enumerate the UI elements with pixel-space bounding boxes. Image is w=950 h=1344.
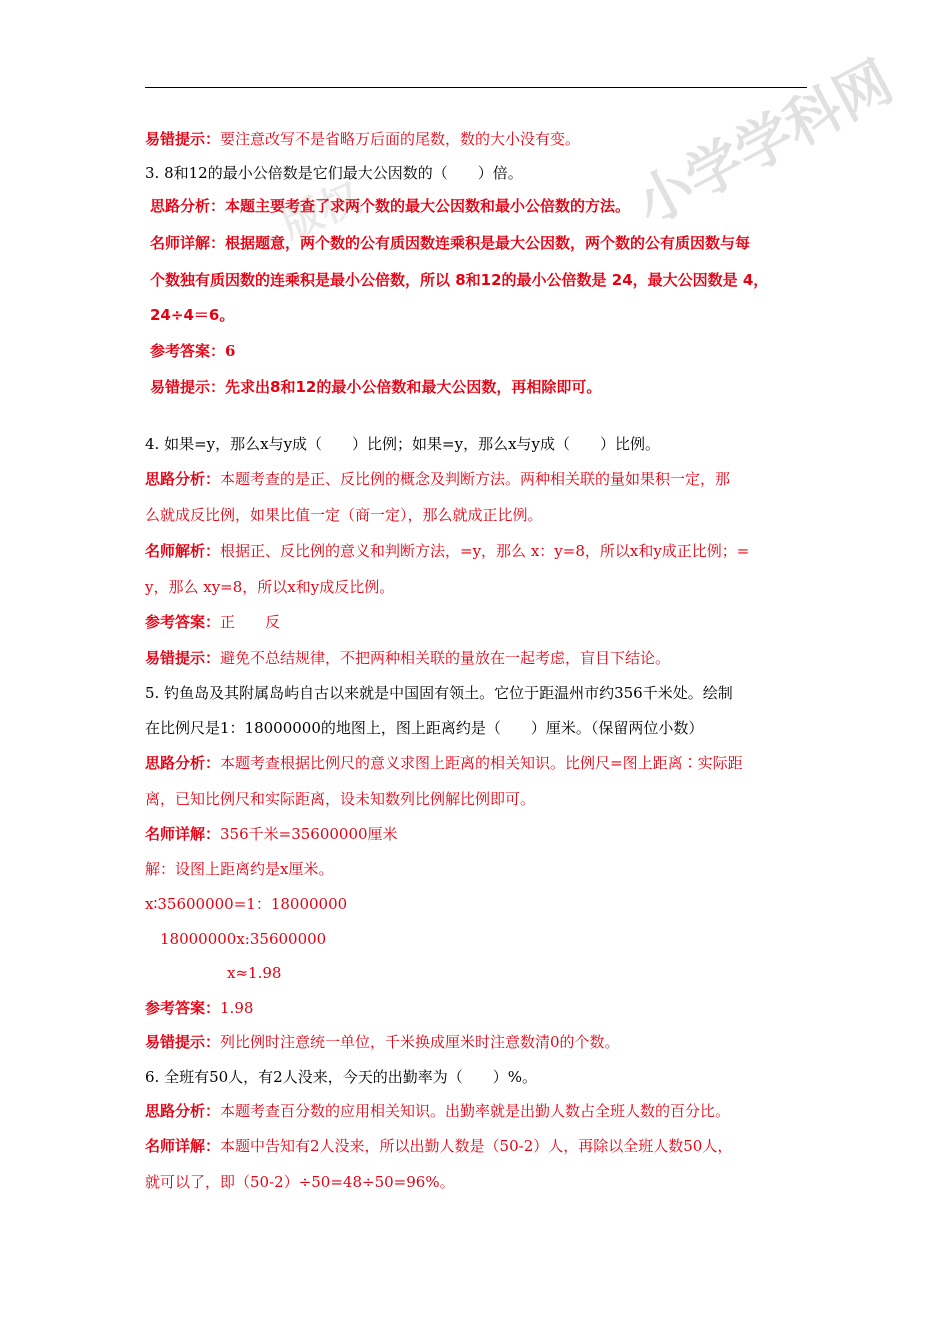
watermark-logo-text: 小学学科网 bbox=[625, 49, 904, 238]
question-6 bbox=[145, 1067, 537, 1087]
text: 本题考查的是正、反比例的概念及判断方法。两种相关联的量如果积一定，那 bbox=[220, 470, 731, 488]
text: 要注意改写不是省略万后面的尾数，数的大小没有变。 bbox=[220, 130, 581, 148]
text: 本题中告知有2人没来，所以出勤人数是（50-2）人，再除以全班人数50人， bbox=[220, 1137, 733, 1155]
text: 3. 8和12的最小公倍数是它们最大公因数的（ ）倍。 bbox=[145, 164, 523, 182]
text: x∶35600000=1：18000000 bbox=[145, 895, 348, 913]
line-analysis-6 bbox=[145, 1101, 730, 1121]
text: 1.98 bbox=[220, 999, 254, 1017]
label: 参考答案： bbox=[145, 999, 221, 1017]
question-5 bbox=[145, 683, 733, 703]
label: 易错提示： bbox=[150, 378, 226, 396]
text: 列比例时注意统一单位，千米换成厘米时注意数清0的个数。 bbox=[220, 1033, 620, 1051]
text: 4. 如果=y，那么x与y成（ ）比例；如果=y，那么x与y成（ ）比例。 bbox=[145, 435, 661, 453]
question-5-cont bbox=[145, 718, 703, 738]
label: 易错提示： bbox=[145, 130, 221, 148]
line-solution-5 bbox=[145, 859, 333, 879]
line-explain-4-cont bbox=[145, 577, 394, 597]
text: 避免不总结规律，不把两种相关联的量放在一起考虑，盲目下结论。 bbox=[220, 649, 671, 667]
text: 356千米=35600000厘米 bbox=[220, 825, 398, 843]
line-answer-5 bbox=[145, 998, 253, 1018]
line-answer-3 bbox=[150, 341, 235, 361]
text: 就可以了，即（50-2）÷50=48÷50=96%。 bbox=[145, 1173, 455, 1191]
text: 先求出8和12的最小公倍数和最大公因数，再相除即可。 bbox=[225, 378, 602, 396]
line-explain-3 bbox=[150, 233, 750, 253]
line-answer-4 bbox=[145, 612, 280, 632]
label: 参考答案： bbox=[150, 342, 226, 360]
label: 思路分析： bbox=[145, 470, 221, 488]
text: 解：设图上距离约是x厘米。 bbox=[145, 860, 334, 878]
line-error-tip-5 bbox=[145, 1032, 620, 1052]
watermark-faint: 版权 bbox=[275, 175, 368, 249]
text: 么就成反比例，如果比值一定（商一定），那么就成正比例。 bbox=[145, 506, 543, 524]
text: 根据题意，两个数的公有质因数连乘积是最大公因数，两个数的公有质因数与每 bbox=[225, 234, 751, 252]
line-equation-5b bbox=[160, 929, 326, 949]
line-explain-6 bbox=[145, 1136, 732, 1156]
text: 24÷4＝6。 bbox=[150, 306, 235, 324]
text: x≈1.98 bbox=[227, 964, 282, 982]
line-analysis-4-cont bbox=[145, 505, 543, 525]
line-explain-3-cont bbox=[150, 270, 768, 290]
header-rule bbox=[145, 87, 807, 88]
label: 名师详解： bbox=[145, 1137, 221, 1155]
text: 本题考查百分数的应用相关知识。出勤率就是出勤人数占全班人数的百分比。 bbox=[220, 1102, 731, 1120]
text: 根据正、反比例的意义和判断方法，=y，那么 x：y=8，所以x和y成正比例；= bbox=[220, 542, 750, 560]
text: 本题主要考查了求两个数的最大公因数和最小公倍数的方法。 bbox=[225, 197, 631, 215]
label: 思路分析： bbox=[145, 1102, 221, 1120]
text: 6. 全班有50人，有2人没来，今天的出勤率为（ ）%。 bbox=[145, 1068, 537, 1086]
line-explain-4 bbox=[145, 541, 749, 561]
text: 在比例尺是1：18000000的地图上，图上距离约是（ ）厘米。（保留两位小数） bbox=[145, 719, 704, 737]
line-analysis-3 bbox=[150, 196, 630, 216]
text: 6 bbox=[225, 342, 236, 360]
line-error-tip-3 bbox=[150, 377, 601, 397]
question-4 bbox=[145, 434, 660, 454]
text: y，那么 xy=8，所以x和y成反比例。 bbox=[145, 578, 395, 596]
label: 思路分析： bbox=[150, 197, 226, 215]
question-3 bbox=[145, 163, 523, 183]
text: 离，已知比例尺和实际距离，设未知数列比例解比例即可。 bbox=[145, 790, 536, 808]
label: 易错提示： bbox=[145, 649, 221, 667]
label: 名师详解： bbox=[150, 234, 226, 252]
line-explain-5 bbox=[145, 824, 398, 844]
text: 18000000x:35600000 bbox=[160, 930, 327, 948]
text: 本题考查根据比例尺的意义求图上距离的相关知识。比例尺=图上距离∶实际距 bbox=[220, 754, 743, 772]
line-explain-6-cont bbox=[145, 1172, 455, 1192]
line-equation-5c bbox=[227, 963, 281, 983]
text: 个数独有质因数的连乘积是最小公倍数，所以 8和12的最小公倍数是 24，最大公因数是 4， bbox=[150, 271, 769, 289]
line-explain-3-result bbox=[150, 305, 234, 325]
label: 参考答案： bbox=[145, 613, 221, 631]
text: 正 反 bbox=[220, 613, 281, 631]
label: 名师解析： bbox=[145, 542, 221, 560]
line-analysis-5-cont bbox=[145, 789, 535, 809]
label: 名师详解： bbox=[145, 825, 221, 843]
line-error-tip-4 bbox=[145, 648, 670, 668]
line-analysis-4 bbox=[145, 469, 730, 489]
label: 易错提示： bbox=[145, 1033, 221, 1051]
label: 思路分析： bbox=[145, 754, 221, 772]
line-analysis-5 bbox=[145, 753, 743, 773]
line-error-tip-1 bbox=[145, 129, 580, 149]
text: 5. 钓鱼岛及其附属岛屿自古以来就是中国固有领土。它位于距温州市约356千米处。绘制 bbox=[145, 684, 733, 702]
line-equation-5a bbox=[145, 894, 347, 914]
